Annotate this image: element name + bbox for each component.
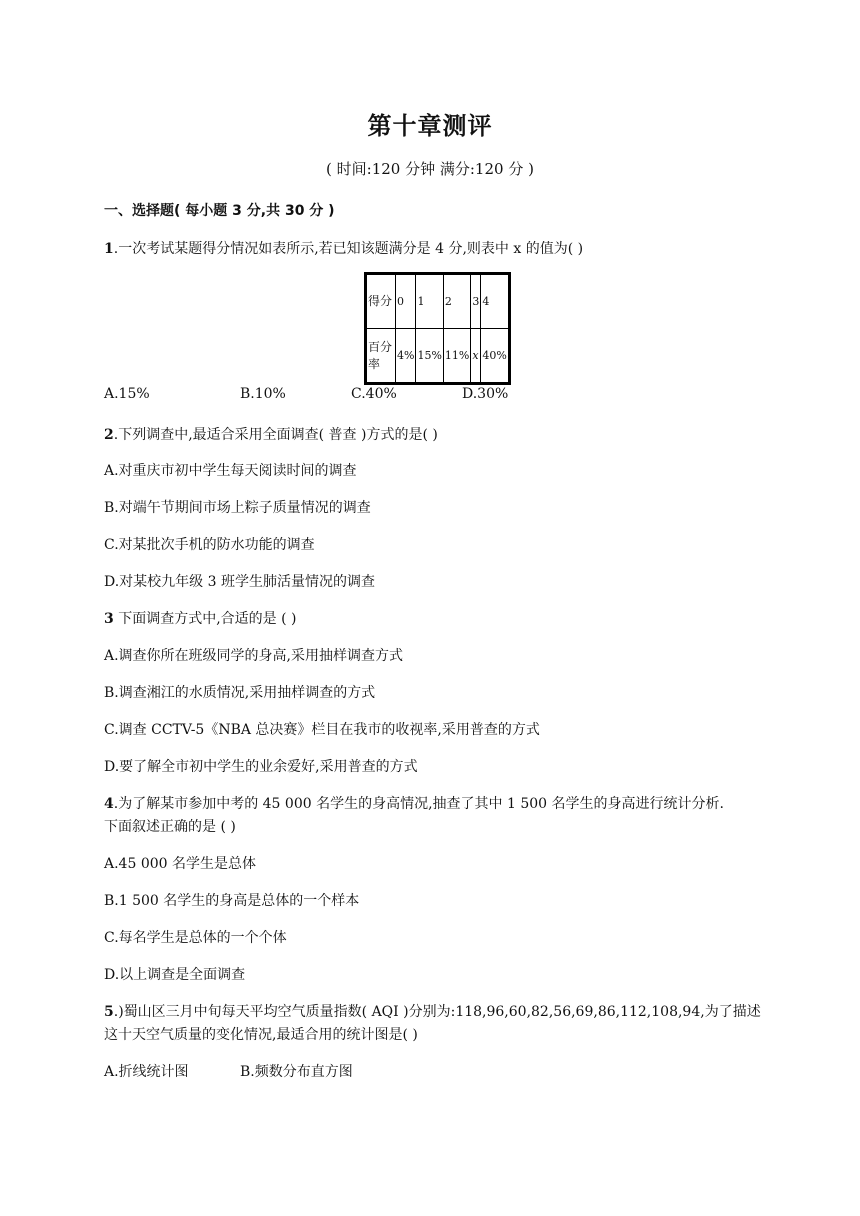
option-b: B.频数分布直方图 <box>240 1064 353 1080</box>
question-5 <box>104 1001 761 1021</box>
option-d: D.30% <box>462 386 509 402</box>
question-number: 4 <box>104 796 114 812</box>
table-cell: 1 <box>416 274 443 329</box>
question-text: .一次考试某题得分情况如表所示,若已知该题满分是 4 分,则表中 x 的值为( ) <box>113 241 584 257</box>
table-header-cell: 百分率 <box>366 329 396 384</box>
question-number: 2 <box>104 427 114 443</box>
question-4 <box>104 793 724 813</box>
option-a: A.15% <box>104 386 150 402</box>
question-3 <box>104 608 296 628</box>
option-a: A.调查你所在班级同学的身高,采用抽样调查方式 <box>104 648 404 664</box>
table-row <box>366 274 510 329</box>
question-number: 5 <box>104 1004 114 1020</box>
option-d: D.以上调查是全面调查 <box>104 967 246 983</box>
table-header-cell: 得分 <box>366 274 396 329</box>
option-b: B.调查湘江的水质情况,采用抽样调查的方式 <box>104 685 376 701</box>
option-c: C.对某批次手机的防水功能的调查 <box>104 537 315 553</box>
option-c: C.每名学生是总体的一个个体 <box>104 930 287 946</box>
option-a: A.对重庆市初中学生每天阅读时间的调查 <box>104 463 357 479</box>
table-cell: x <box>471 329 481 384</box>
question-2 <box>104 424 438 444</box>
question-5-continued: 这十天空气质量的变化情况,最适合用的统计图是( ) <box>104 1027 418 1043</box>
question-text: .为了解某市参加中考的 45 000 名学生的身高情况,抽查了其中 1 500 名学生的身高进行统计分析. <box>113 796 724 812</box>
question-4-continued: 下面叙述正确的是 ( ) <box>104 819 236 835</box>
question-text: .下列调查中,最适合采用全面调查( 普查 )方式的是( ) <box>113 427 438 443</box>
question-1 <box>104 238 583 258</box>
table-row <box>366 329 510 384</box>
question-number: 1 <box>104 241 114 257</box>
option-d: D.要了解全市初中学生的业余爱好,采用普查的方式 <box>104 759 418 775</box>
exam-info: ( 时间:120 分钟 满分:120 分 ) <box>326 160 534 178</box>
question-number: 3 <box>104 611 114 627</box>
option-c: C.调查 CCTV-5《NBA 总决赛》栏目在我市的收视率,采用普查的方式 <box>104 722 540 738</box>
option-b: B.对端午节期间市场上粽子质量情况的调查 <box>104 500 371 516</box>
option-a: A.折线统计图 <box>104 1064 189 1080</box>
table-cell: 3 <box>471 274 481 329</box>
table-cell: 40% <box>481 329 509 384</box>
table-cell: 15% <box>416 329 443 384</box>
page-title: 第十章测评 <box>367 112 493 140</box>
option-b: B.10% <box>240 386 286 402</box>
table-cell: 4% <box>396 329 416 384</box>
option-c: C.40% <box>351 386 397 402</box>
score-table <box>364 272 511 385</box>
table-cell: 0 <box>396 274 416 329</box>
table-cell: 2 <box>443 274 470 329</box>
option-b: B.1 500 名学生的身高是总体的一个样本 <box>104 893 360 909</box>
section-heading: 一、选择题( 每小题 3 分,共 30 分 ) <box>104 203 335 219</box>
question-text: .)蜀山区三月中旬每天平均空气质量指数( AQI )分别为:118,96,60,82,56,69,86,112,108,94,为了描述 <box>113 1004 761 1020</box>
question-text: 下面调查方式中,合适的是 ( ) <box>113 611 297 627</box>
table-cell: 11% <box>443 329 470 384</box>
option-a: A.45 000 名学生是总体 <box>104 856 256 872</box>
table-cell: 4 <box>481 274 509 329</box>
option-d: D.对某校九年级 3 班学生肺活量情况的调查 <box>104 574 375 590</box>
